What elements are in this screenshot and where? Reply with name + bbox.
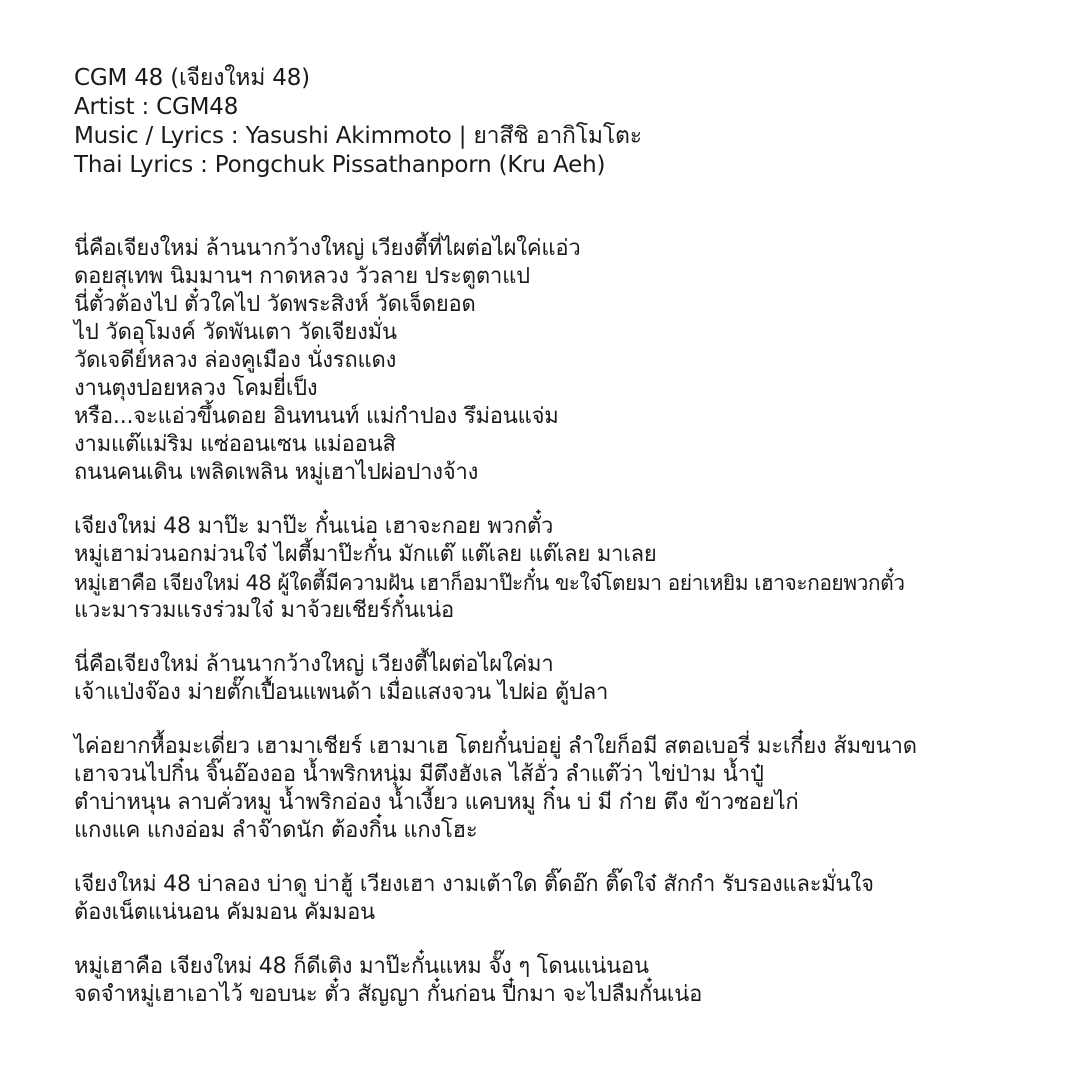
stanza-5 <box>74 871 1064 927</box>
lyric-line: หมู่เฮาม่วนอกม่วนใจ๋ ไผตี้มาป๊ะกั๋น มักแต๊ แต๊เลย แต๊เลย มาเลย <box>74 542 657 567</box>
lyric-line: เฮาจวนไปกิ๋น จิ๊นอ๊องออ น้ำพริกหนุ่ม มีตึงฮังเล ไส้อั่ว ลำแต๊ว่า ไข่ป่าม น้ำปู๋ <box>74 762 764 787</box>
lyric-line: ไค่อยากหื้อมะเดี่ยว เฮามาเชียร์ เฮามาเฮ โตยกั๋นบ่อยู่ ลำใยก็อมี สตอเบอรี่ มะเกี๋ยง ส้มขนาด <box>74 734 917 759</box>
thai-lyrics-credit: Thai Lyrics : Pongchuk Pissathanporn (Kru Aeh) <box>74 152 606 178</box>
artist-credit: Artist : CGM48 <box>74 94 239 120</box>
lyric-line: ไป วัดอุโมงค์ วัดพันเตา วัดเจียงมั่น <box>74 320 397 345</box>
lyric-line: เจียงใหม่ 48 มาป๊ะ มาป๊ะ กั๋นเน่อ เฮาจะกอย พวกตั๋ว <box>74 514 554 539</box>
lyric-line: ตำบ่าหนุน ลาบคั่วหมู น้ำพริกอ่อง น้ำเงี้ยว แคบหมู กิ๋น บ่ มี ก๋าย ตึง ข้าวซอยไก่ <box>74 790 799 815</box>
stanza-2 <box>74 513 1064 625</box>
stanza-3 <box>74 651 1064 707</box>
lyric-line: จดจำหมู่เฮาเอาไว้ ขอบนะ ตั๋ว สัญญา กั๋นก่อน ปี๋กมา จะไปลืมกั๋นเน่อ <box>74 982 703 1007</box>
lyric-line: ถนนคนเดิน เพลิดเพลิน หมู่เฮาไปผ่อปางจ้าง <box>74 460 479 485</box>
stanza-6 <box>74 953 1064 1009</box>
lyric-line: วัดเจดีย์หลวง ล่องคูเมือง นั่งรถแดง <box>74 348 397 373</box>
song-title: CGM 48 (เจียงใหม่ 48) <box>74 65 310 91</box>
lyric-line: งานตุงปอยหลวง โคมยี่เป็ง <box>74 376 318 401</box>
music-lyrics-credit: Music / Lyrics : Yasushi Akimmoto | ยาสึชิ อากิโมโตะ <box>74 123 642 149</box>
lyric-line: หรือ...จะแอ่วขึ้นดอย อินทนนท์ แม่กำปอง รึม่อนแจ่ม <box>74 404 559 429</box>
lyric-line: ดอยสุเทพ นิมมานฯ กาดหลวง วัวลาย ประตูตาแป <box>74 264 530 289</box>
lyric-line: นี่คือเจียงใหม่ ล้านนากว้างใหญ่ เวียงตี้ที่ไผต่อไผใค่แอ่ว <box>74 236 581 261</box>
stanza-1 <box>74 235 1064 487</box>
lyric-line: เจ้าแป่งจ๊อง ม่ายตั๊กเปื้อนแพนด้า เมื่อแสงจวน ไปผ่อ ตู้ปลา <box>74 680 609 705</box>
stanza-4 <box>74 733 1064 845</box>
lyric-line: หมู่เฮาคือ เจียงใหม่ 48 ผู้ใดตี้มีความฝัน เฮาก็อมาป๊ะกั๋น ขะใจ๋โตยมา อย่าเหยิม เฮาจะกอยพวกตั๋ว <box>74 571 905 595</box>
lyric-line: เจียงใหม่ 48 บ่าลอง บ่าดู บ่าฮู้ เวียงเฮา งามเต้าใด ติ๊ดอ๊ก ติ๊ดใจ๋ สักกำ รับรองและมั่นใจ <box>74 872 874 897</box>
lyrics-document <box>74 64 1064 1035</box>
lyric-line: นี่คือเจียงใหม่ ล้านนากว้างใหญ่ เวียงตี้ไผต่อไผใค่มา <box>74 652 554 677</box>
lyric-line: หมู่เฮาคือ เจียงใหม่ 48 ก็ดีเติง มาป๊ะกั๋นแหม จั๊ง ๆ โดนแน่นอน <box>74 954 649 979</box>
song-header <box>74 64 1064 180</box>
lyric-line: แวะมารวมแรงร่วมใจ๋ มาจ้วยเชียร์กั๋นเน่อ <box>74 598 454 623</box>
lyric-line: แกงแค แกงอ่อม ลำจ๊าดนัก ต้องกิ๋น แกงโฮะ <box>74 818 478 843</box>
lyric-line: นี่ตั๋วต้องไป ตั๋วใคไป วัดพระสิงห์ วัดเจ็ดยอด <box>74 292 476 317</box>
lyric-line: ต้องเน็ตแน่นอน คัมมอน คัมมอน <box>74 900 375 925</box>
lyric-line: งามแต๊แม่ริม แซ่ออนเซน แม่ออนสิ <box>74 432 396 457</box>
